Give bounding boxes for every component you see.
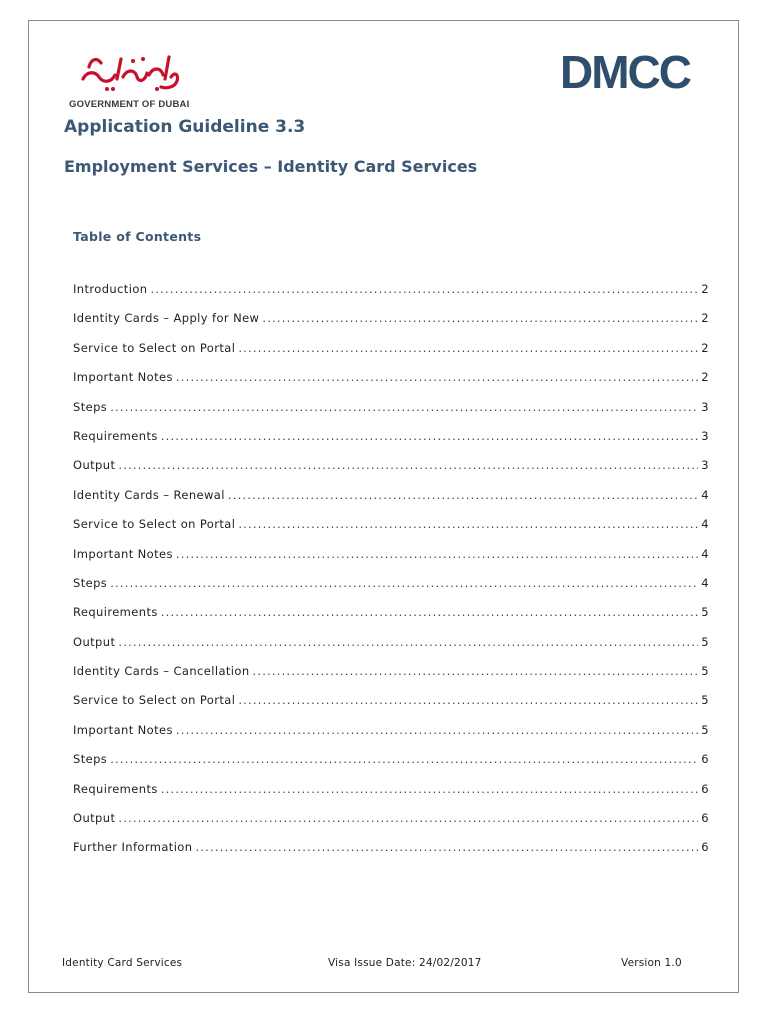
- toc-entry[interactable]: [73, 400, 709, 429]
- toc-dot-leader: [110, 576, 698, 590]
- toc-entry-label: Identity Cards – Apply for New: [73, 311, 260, 326]
- toc-entry-page-number: 5: [701, 722, 709, 737]
- toc-dot-leader: [161, 605, 699, 619]
- toc-entry[interactable]: [73, 370, 709, 399]
- dmcc-logo: DMCC: [560, 46, 690, 98]
- toc-entry-label: Requirements: [73, 781, 158, 796]
- gov-logo-text: GOVERNMENT OF DUBAI: [69, 99, 190, 110]
- toc-entry-page-number: 2: [701, 311, 709, 326]
- toc-dot-leader: [253, 664, 699, 678]
- toc-entry[interactable]: [73, 605, 709, 634]
- toc-entry[interactable]: [73, 752, 709, 781]
- toc-entry[interactable]: [73, 547, 709, 576]
- toc-dot-leader: [118, 458, 698, 472]
- document-page: [28, 20, 739, 993]
- toc-entry[interactable]: [73, 311, 709, 340]
- footer-version: Version 1.0: [621, 957, 682, 969]
- toc-entry-page-number: 4: [701, 546, 709, 561]
- toc-entry-page-number: 6: [701, 752, 709, 767]
- toc-dot-leader: [161, 782, 699, 796]
- toc-entry[interactable]: [73, 635, 709, 664]
- toc-entry[interactable]: [73, 429, 709, 458]
- toc-entry[interactable]: [73, 664, 709, 693]
- toc-entry-label: Output: [73, 458, 116, 473]
- toc-entry-label: Identity Cards – Renewal: [73, 487, 225, 502]
- toc-entry[interactable]: [73, 517, 709, 546]
- toc-entry-label: Output: [73, 811, 116, 826]
- toc-entry-label: Identity Cards – Cancellation: [73, 664, 250, 679]
- toc-entry-label: Output: [73, 634, 116, 649]
- toc-entry-page-number: 6: [701, 811, 709, 826]
- toc-entry-page-number: 3: [701, 428, 709, 443]
- toc-entry-page-number: 5: [701, 664, 709, 679]
- footer-left-text: Identity Card Services: [62, 957, 183, 969]
- toc-entry-label: Steps: [73, 752, 108, 767]
- toc-entry-page-number: 6: [701, 781, 709, 796]
- toc-entry-page-number: 5: [701, 693, 709, 708]
- toc-entry-page-number: 5: [701, 634, 709, 649]
- dubai-arabic-calligraphy-icon: [77, 45, 181, 95]
- toc-entry-page-number: 4: [701, 575, 709, 590]
- toc-heading: Table of Contents: [73, 229, 202, 244]
- toc-entry[interactable]: [73, 693, 709, 722]
- toc-entry-label: Steps: [73, 575, 108, 590]
- toc-dot-leader: [110, 400, 698, 414]
- toc-entry-page-number: 5: [701, 605, 709, 620]
- toc-entry-label: Steps: [73, 399, 108, 414]
- toc-dot-leader: [195, 840, 698, 854]
- document-title: Application Guideline 3.3: [64, 117, 306, 137]
- toc-dot-leader: [161, 429, 699, 443]
- toc-entry[interactable]: [73, 811, 709, 840]
- toc-entry-page-number: 2: [701, 340, 709, 355]
- toc-entry-label: Further Information: [73, 840, 193, 855]
- toc-entry[interactable]: [73, 723, 709, 752]
- toc-entry[interactable]: [73, 782, 709, 811]
- toc-dot-leader: [176, 370, 698, 384]
- toc-entry[interactable]: [73, 488, 709, 517]
- toc-entry[interactable]: [73, 576, 709, 605]
- toc-dot-leader: [110, 752, 698, 766]
- toc-dot-leader: [176, 723, 698, 737]
- toc-entry-label: Introduction: [73, 282, 148, 296]
- toc-entry-label: Important Notes: [73, 546, 173, 561]
- toc-dot-leader: [228, 488, 698, 502]
- toc-entry[interactable]: [73, 282, 709, 311]
- toc-dot-leader: [238, 341, 698, 355]
- toc-entry-page-number: 3: [701, 399, 709, 414]
- toc-dot-leader: [118, 811, 698, 825]
- toc-entry-label: Requirements: [73, 605, 158, 620]
- government-of-dubai-logo: [69, 45, 189, 115]
- toc-entry-page-number: 2: [701, 370, 709, 385]
- toc-dot-leader: [176, 547, 698, 561]
- toc-entry-label: Requirements: [73, 428, 158, 443]
- toc-dot-leader: [238, 693, 698, 707]
- toc-dot-leader: [150, 282, 698, 296]
- table-of-contents: [73, 282, 709, 870]
- toc-entry-page-number: 2: [701, 282, 709, 296]
- toc-entry-page-number: 3: [701, 458, 709, 473]
- toc-entry-page-number: 4: [701, 487, 709, 502]
- toc-entry-label: Service to Select on Portal: [73, 517, 236, 532]
- toc-entry-page-number: 6: [701, 840, 709, 855]
- toc-dot-leader: [262, 311, 698, 325]
- toc-entry-label: Service to Select on Portal: [73, 693, 236, 708]
- toc-entry-label: Important Notes: [73, 370, 173, 385]
- toc-entry[interactable]: [73, 458, 709, 487]
- toc-entry[interactable]: [73, 341, 709, 370]
- toc-entry-label: Service to Select on Portal: [73, 340, 236, 355]
- footer-issue-date: Visa Issue Date: 24/02/2017: [328, 957, 482, 969]
- toc-dot-leader: [238, 517, 698, 531]
- toc-entry-label: Important Notes: [73, 722, 173, 737]
- toc-entry-page-number: 4: [701, 517, 709, 532]
- document-subtitle: Employment Services – Identity Card Services: [64, 157, 478, 176]
- toc-dot-leader: [118, 635, 698, 649]
- toc-entry[interactable]: [73, 840, 709, 869]
